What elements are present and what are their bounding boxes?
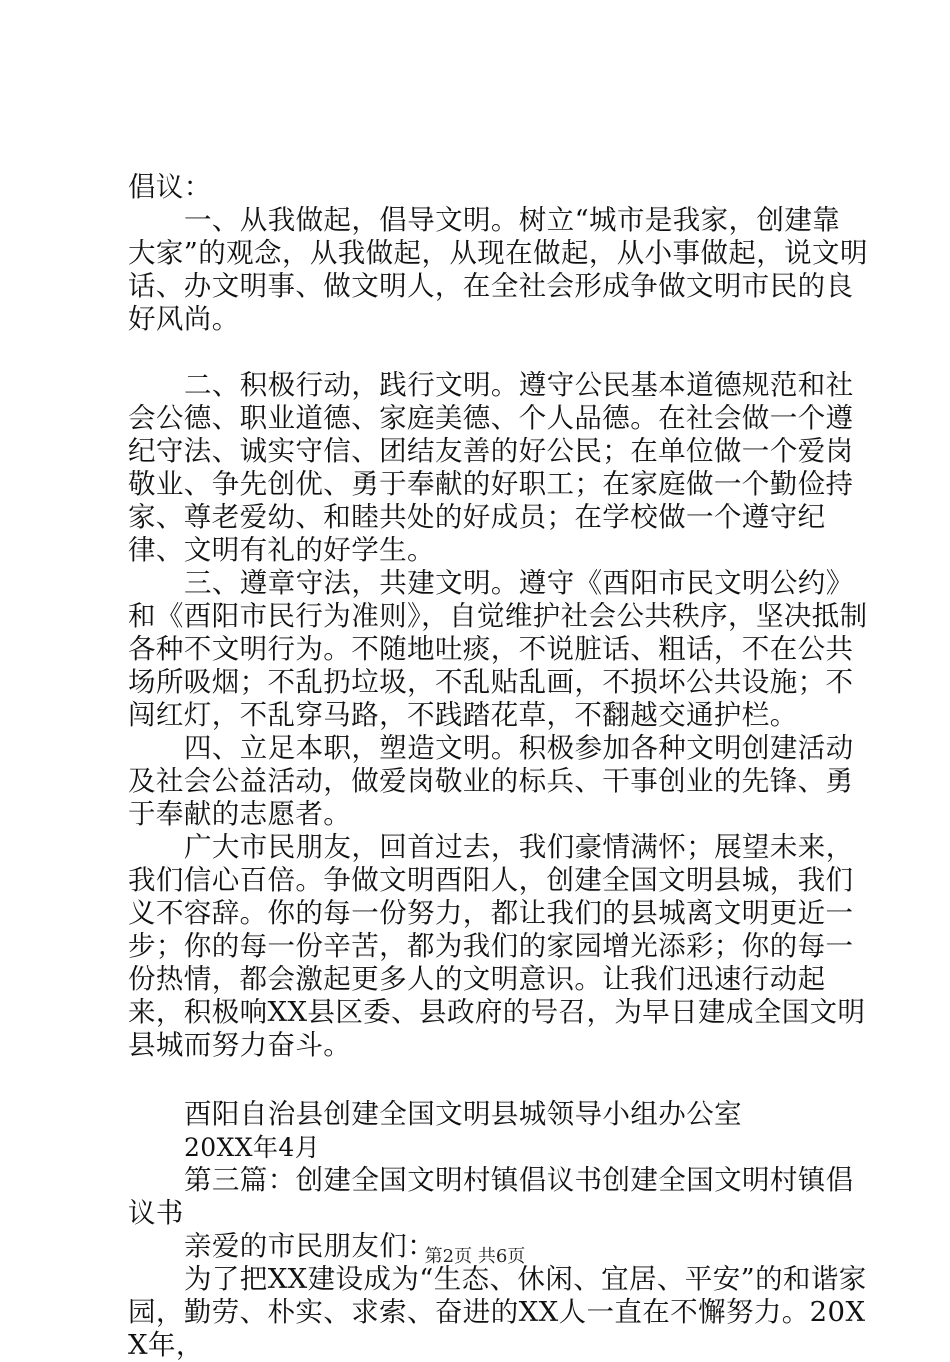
paragraph-closing: 广大市民朋友，回首过去，我们豪情满怀；展望未来，我们信心百倍。争做文明酉阳人，创建全国文明县城，我们义不容辞。你的每一份努力，都让我们的县城离文明更近一步；你的每一份辛苦，都为我们的家园增光添彩；你的每一份热情，都会激起更多人的文明意识。让我们迅速行动起来，积极响XX县区委、县政府的号召，为早日建成全国文明县城而努力奋斗。 <box>128 831 866 1061</box>
page-number-footer: 第2页 共6页 <box>424 1246 526 1267</box>
paragraph-intro: 为了把XX建设成为“生态、休闲、宜居、平安”的和谐家园，勤劳、朴实、求索、奋进的XX人一直在不懈努力。20XX年， <box>128 1263 867 1361</box>
signature-organization: 酉阳自治县创建全国文明县城领导小组办公室 <box>184 1098 742 1130</box>
paragraph-point-1: 一、从我做起，倡导文明。树立“城市是我家，创建靠大家”的观念，从我做起，从现在做起，从小事做起，说文明话、办文明事、做文明人，在全社会形成争做文明市民的良好风尚。 <box>128 204 868 335</box>
document-body <box>128 171 868 1362</box>
paragraph-point-2: 二、积极行动，践行文明。遵守公民基本道德规范和社会公德、职业道德、家庭美德、个人品德。在社会做一个遵纪守法、诚实守信、团结友善的好公民；在单位做一个爱岗敬业、争先创优、勇于奉献的好职工；在家庭做一个勤俭持家、尊老爱幼、和睦共处的好成员；在学校做一个遵守纪律、文明有礼的好学生。 <box>128 369 854 566</box>
paragraph-point-4: 四、立足本职，塑造文明。积极参加各种文明创建活动及社会公益活动，做爱岗敬业的标兵、干事创业的先锋、勇于奉献的志愿者。 <box>128 732 854 830</box>
section-heading-part-three: 第三篇：创建全国文明村镇倡议书创建全国文明村镇倡议书 <box>128 1164 854 1229</box>
heading-proposal: 倡议： <box>128 171 212 203</box>
paragraph-point-3: 三、遵章守法，共建文明。遵守《酉阳市民文明公约》和《酉阳市民行为准则》，自觉维护社会公共秩序，坚决抵制各种不文明行为。不随地吐痰，不说脏话、粗话，不在公共场所吸烟；不乱扔垃圾，不乱贴乱画，不损坏公共设施；不闯红灯，不乱穿马路，不践踏花草，不翻越交通护栏。 <box>128 567 868 731</box>
salutation: 亲爱的市民朋友们： <box>184 1230 436 1262</box>
signature-date: 20XX年4月 <box>184 1133 321 1162</box>
